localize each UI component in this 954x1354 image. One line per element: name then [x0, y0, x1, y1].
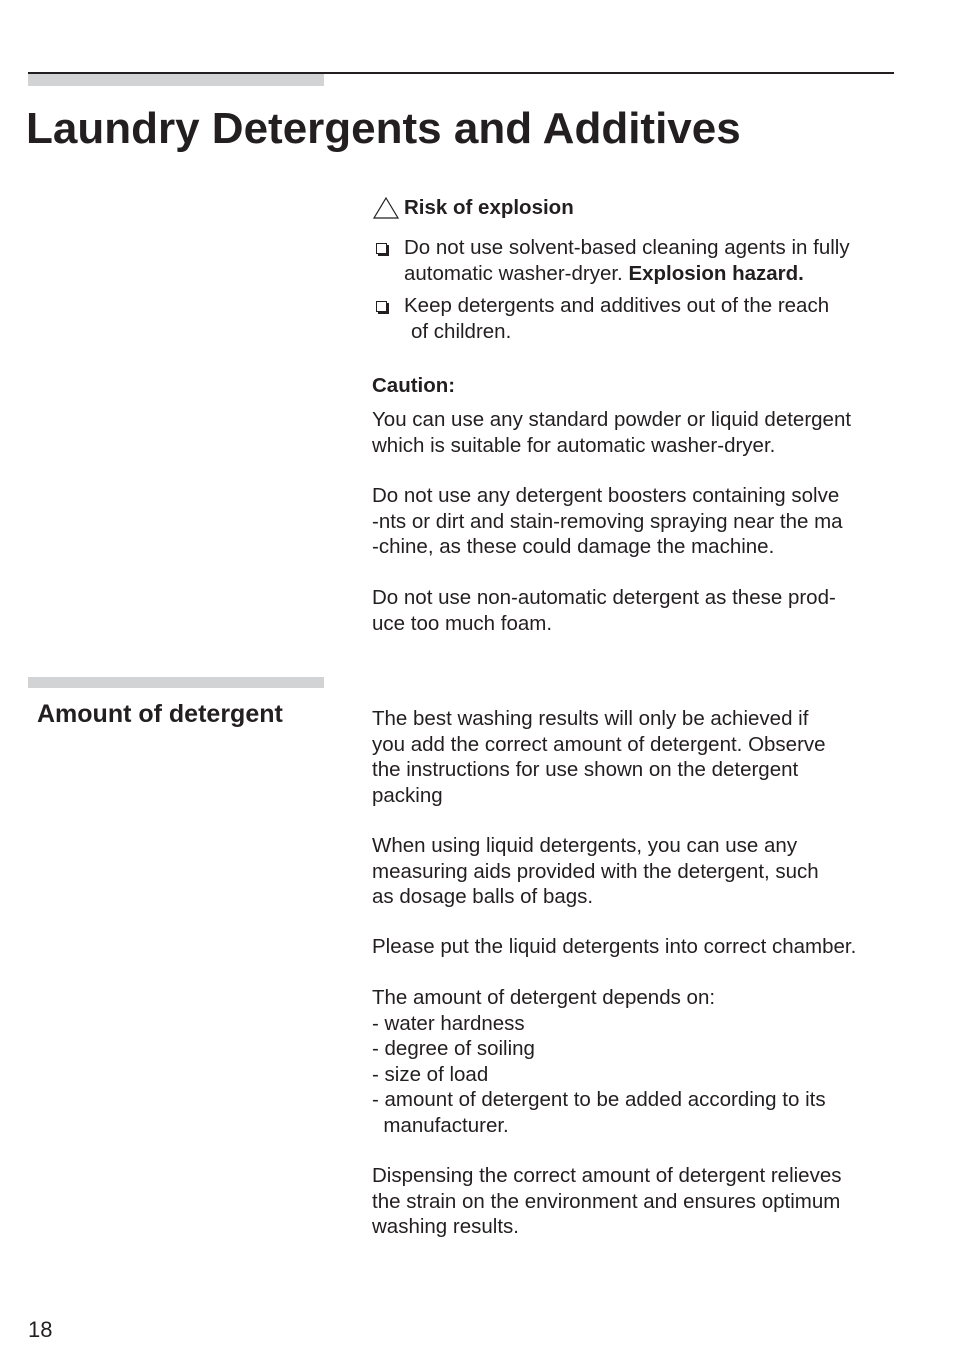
header-grey-bar	[28, 74, 324, 86]
text-line: which is suitable for automatic washer-dryer.	[372, 433, 776, 457]
checkbox-bullet-icon	[376, 243, 387, 254]
text-line: Do not use any detergent boosters containing solve	[372, 484, 840, 507]
amount-paragraph-2	[372, 833, 819, 910]
warning-item-2-line2: of children.	[411, 319, 512, 343]
text-line: uce too much foam.	[372, 611, 553, 635]
warning-item-1-line1: Do not use solvent-based cleaning agents in fully	[404, 236, 850, 259]
caution-heading: Caution:	[372, 374, 456, 397]
text-line: as dosage balls of bags.	[372, 885, 594, 908]
warning-triangle-icon	[372, 196, 400, 220]
text-line: -nts or dirt and stain-removing spraying near the ma	[372, 509, 843, 533]
page-number: 18	[28, 1317, 53, 1342]
warning-item-1-line2: automatic washer-dryer.	[404, 261, 629, 285]
amount-paragraph-1	[372, 706, 826, 808]
warning-item-1	[372, 235, 850, 286]
warning-item-2-line1: Keep detergents and additives out of the reach	[404, 294, 830, 317]
caution-paragraph-2	[372, 483, 843, 560]
text-line: packing	[372, 783, 443, 807]
text-line: -chine, as these could damage the machine.	[372, 535, 775, 558]
text-line: the strain on the environment and ensures optimum	[372, 1189, 841, 1213]
explosion-hazard-text: Explosion hazard.	[628, 261, 804, 285]
header-rule	[28, 72, 894, 74]
caution-paragraph-3	[372, 585, 836, 636]
text-line: Do not use non-automatic detergent as these prod-	[372, 586, 836, 609]
list-item: manufacturer.	[372, 1113, 509, 1137]
text-line: the instructions for use shown on the detergent	[372, 758, 799, 781]
list-item: - water hardness	[372, 1011, 525, 1035]
text-line: you add the correct amount of detergent. Observe	[372, 732, 826, 756]
list-item: - degree of soiling	[372, 1037, 535, 1060]
text-line: washing results.	[372, 1215, 519, 1238]
text-line: When using liquid detergents, you can use any	[372, 834, 798, 857]
text-line: measuring aids provided with the detergent, such	[372, 859, 819, 883]
text-line: Dispensing the correct amount of detergent relieves	[372, 1164, 842, 1187]
checkbox-bullet-icon	[376, 301, 387, 312]
section-grey-bar	[28, 677, 324, 688]
section-heading-amount: Amount of detergent	[37, 700, 283, 728]
page-title: Laundry Detergents and Additives	[26, 104, 741, 153]
text-line: The best washing results will only be achieved if	[372, 707, 809, 730]
list-item: - size of load	[372, 1062, 489, 1086]
text-line: The amount of detergent depends on:	[372, 986, 716, 1009]
warning-heading-text: Risk of explosion	[404, 196, 574, 219]
caution-paragraph-1	[372, 407, 851, 458]
amount-paragraph-3	[372, 934, 856, 960]
list-item: - amount of detergent to be added according to its	[372, 1088, 826, 1111]
amount-paragraph-4	[372, 985, 826, 1138]
warning-heading	[372, 194, 574, 222]
text-line: Please put the liquid detergents into correct chamber.	[372, 935, 857, 958]
text-line: You can use any standard powder or liquid detergent	[372, 408, 852, 431]
warning-item-2	[372, 293, 829, 344]
amount-paragraph-5	[372, 1163, 841, 1240]
